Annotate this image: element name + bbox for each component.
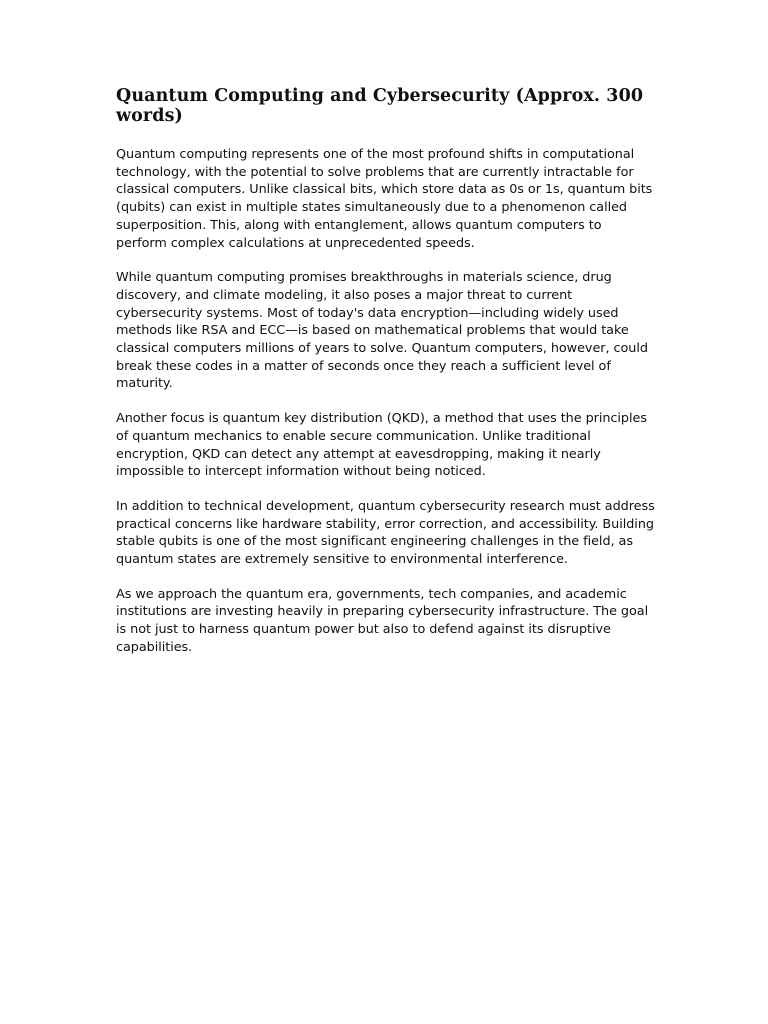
document-body	[116, 86, 656, 674]
paragraph-4: In addition to technical development, quantum cybersecurity research must address practical concerns like hardware stability, error correction, and accessibility. Building stable qubits is one of the most significant engineering challenges in the field, as quantum states are extremely sensitive to environmental interference.	[116, 498, 655, 568]
paragraph-2: While quantum computing promises breakthroughs in materials science, drug discovery, and climate modeling, it also poses a major threat to current cybersecurity systems. Most of today's data encryption—including widely used methods like RSA and ECC—is based on mathematical problems that would take classical computers millions of years to solve. Quantum computers, however, could break these codes in a matter of seconds once they reach a sufficient level of maturity.	[116, 270, 648, 392]
paragraph-1: Quantum computing represents one of the most profound shifts in computational technology, with the potential to solve problems that are currently intractable for classical computers. Unlike classical bits, which store data as 0s or 1s, quantum bits (qubits) can exist in multiple states simultaneously due to a phenomenon called superposition. This, along with entanglement, allows quantum computers to perform complex calculations at unprecedented speeds.	[116, 147, 653, 251]
paragraph-3: Another focus is quantum key distribution (QKD), a method that uses the principles of quantum mechanics to enable secure communication. Unlike traditional encryption, QKD can detect any attempt at eavesdropping, making it nearly impossible to intercept information without being noticed.	[116, 411, 647, 480]
paragraph-5: As we approach the quantum era, governments, tech companies, and academic institutions are investing heavily in preparing cybersecurity infrastructure. The goal is not just to harness quantum power but also to defend against its disruptive capabilities.	[116, 586, 649, 655]
document-title: Quantum Computing and Cybersecurity (Approx. 300 words)	[116, 86, 644, 126]
